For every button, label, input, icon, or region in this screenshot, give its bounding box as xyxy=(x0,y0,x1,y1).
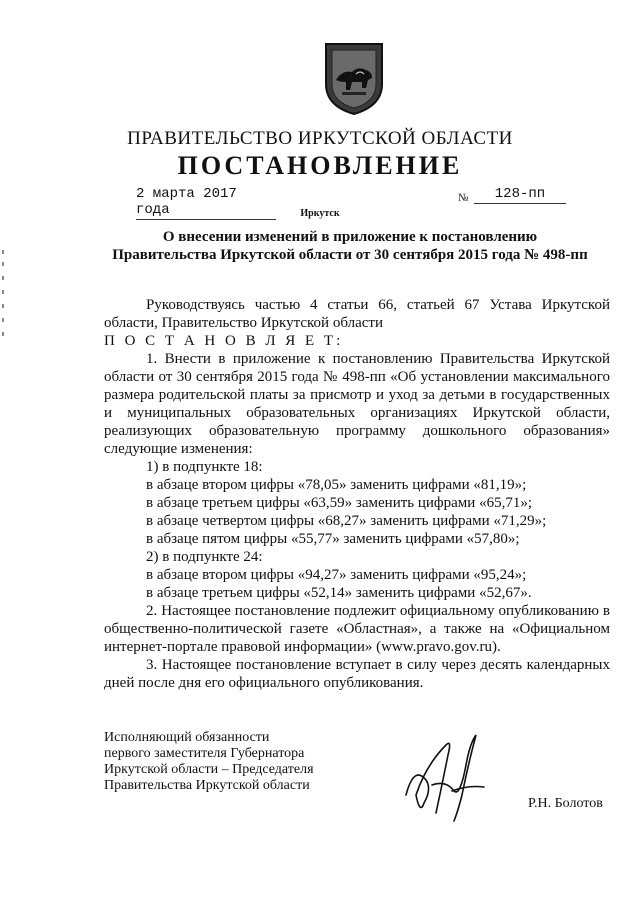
document-number: 128-пп xyxy=(474,186,566,204)
scan-edge-mark xyxy=(2,332,4,336)
handwritten-signature-icon xyxy=(396,725,496,825)
subject-line-1: О внесении изменений в приложение к постановлению xyxy=(162,229,538,245)
scan-edge-mark xyxy=(2,276,4,280)
scan-edge-mark xyxy=(2,250,4,254)
signer-name: Р.Н. Болотов xyxy=(528,796,603,811)
signer-line-1: Исполняющий обязанности xyxy=(104,730,270,745)
subitem-1-line-b: в абзаце третьем цифры «63,59» заменить цифрами «65,71»; xyxy=(146,495,532,511)
subitem-2-header: 2) в подпункте 24: xyxy=(146,549,263,565)
document-body xyxy=(104,296,610,692)
number-sign: № xyxy=(458,192,469,204)
item-1-paragraph: 1. Внести в приложение к постановлению Правительства Иркутской области от 30 сентября 2015 года № 498-пп «Об установлении максимального размера родительской платы за присмотр и уход за детьми в государственных и муниципальных образовательных организациях Иркутской области, реализующих образовательную программу дошкольного образования» следующие изменения: xyxy=(104,351,610,457)
org-name: ПРАВИТЕЛЬСТВО ИРКУТСКОЙ ОБЛАСТИ xyxy=(127,128,513,149)
irkutsk-coat-of-arms-icon xyxy=(322,40,386,116)
signer-line-3: Иркутской области – Председателя xyxy=(104,762,314,777)
scan-edge-mark xyxy=(2,318,4,322)
document-date: 2 марта 2017 года xyxy=(136,186,276,220)
doc-type-title: ПОСТАНОВЛЕНИЕ xyxy=(177,151,463,180)
subitem-2-line-b: в абзаце третьем цифры «52,14» заменить цифрами «52,67». xyxy=(146,585,532,601)
intro-paragraph: Руководствуясь частью 4 статьи 66, статьей 67 Устава Иркутской области, Правительство Иркутской области xyxy=(104,297,610,331)
scan-edge-mark xyxy=(2,304,4,308)
subitem-1-line-c: в абзаце четвертом цифры «68,27» заменить цифрами «71,29»; xyxy=(146,513,547,529)
subject-line-2: Правительства Иркутской области от 30 сентября 2015 года № 498-пп xyxy=(112,247,588,263)
scan-edge-mark xyxy=(2,262,4,266)
scan-edge-mark xyxy=(2,290,4,294)
document-subject xyxy=(100,228,600,264)
subitem-1-header: 1) в подпункте 18: xyxy=(146,459,263,475)
item-2-paragraph: 2. Настоящее постановление подлежит официальному опубликованию в общественно-политической газете «Областная», а также на «Официальном интернет-портале правовой информации» (www.pravo.gov.ru). xyxy=(104,603,610,655)
subitem-2-line-a: в абзаце втором цифры «94,27» заменить цифрами «95,24»; xyxy=(146,567,527,583)
signer-position xyxy=(104,730,314,794)
city: Иркутск xyxy=(300,208,340,219)
subitem-1-line-a: в абзаце втором цифры «78,05» заменить цифрами «81,19»; xyxy=(146,477,527,493)
decree-word: П О С Т А Н О В Л Я Е Т: xyxy=(104,333,344,349)
subitem-1-line-d: в абзаце пятом цифры «55,77» заменить цифрами «57,80»; xyxy=(146,531,520,547)
signer-line-2: первого заместителя Губернатора xyxy=(104,746,305,761)
item-3-paragraph: 3. Настоящее постановление вступает в силу через десять календарных дней после дня его официального опубликования. xyxy=(104,657,610,691)
signer-line-4: Правительства Иркутской области xyxy=(104,778,310,793)
